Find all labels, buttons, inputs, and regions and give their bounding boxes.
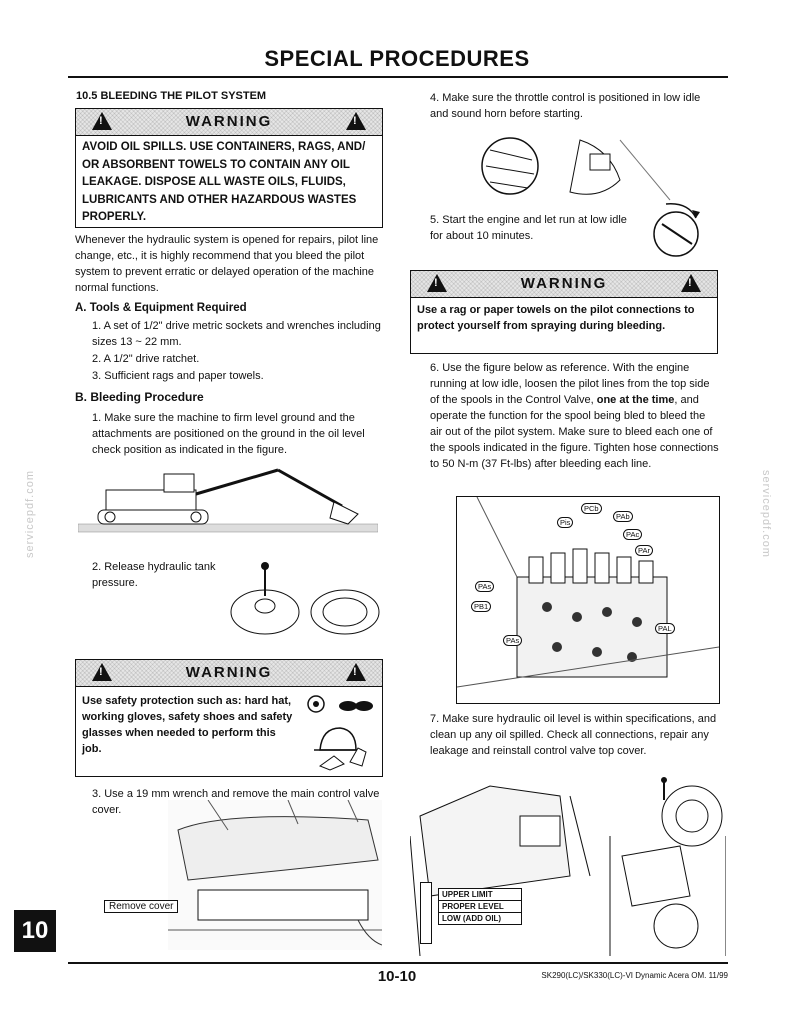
warning-banner: [76, 660, 382, 687]
warning-box-oil-spills: [75, 108, 383, 228]
port-label-pcb: PCb: [581, 503, 602, 514]
step-2: 2. Release hydraulic tank pressure.: [92, 561, 216, 589]
header-rule: [68, 76, 728, 78]
port-label-pal: PAL: [655, 623, 675, 634]
warning-banner: [76, 109, 382, 136]
level-low-add-oil: LOW (ADD OIL): [442, 914, 502, 923]
warning-triangle-icon: [681, 274, 701, 292]
level-upper-limit: UPPER LIMIT: [439, 889, 521, 901]
control-valve-figure: [456, 496, 720, 704]
chapter-tab: 10: [14, 910, 56, 952]
ignition-key-figure: [636, 196, 716, 266]
warning-triangle-icon: [346, 663, 366, 681]
step-5: 5. Start the engine and let run at low idle for about 10 minutes.: [430, 214, 627, 242]
safety-gear-icon: [300, 692, 376, 772]
warning-box-rag: [410, 270, 718, 354]
level-proper: PROPER LEVEL: [439, 901, 521, 913]
tools-heading: A. Tools & Equipment Required: [75, 302, 247, 314]
page-title: SPECIAL PROCEDURES: [264, 46, 530, 71]
page-number: 10-10: [377, 968, 417, 985]
port-label-pas-1: PAs: [475, 581, 494, 592]
tools-item-2: 2. A 1/2" drive ratchet.: [92, 353, 200, 365]
port-label-pb1: PB1: [471, 601, 491, 612]
tank-cap-figure: [215, 560, 385, 644]
warning-box-safety-protection: [75, 659, 383, 777]
oil-level-legend: [438, 888, 522, 925]
step-6: [430, 360, 720, 472]
footer-rule: [68, 962, 728, 964]
port-label-pas-2: PAs: [503, 635, 522, 646]
tools-item-3: 3. Sufficient rags and paper towels.: [92, 370, 264, 382]
step-7: 7. Make sure hydraulic oil level is within specifications, and clean up any oil spilled. Check all connections, repair any leakage and reinstall control valve top cover.: [430, 713, 717, 757]
sight-gauge-icon: [420, 882, 432, 944]
step-6-text-a: 6. Use the figure below as reference. With the engine running at low idle, loosen the pilot lines from the top side of the spools in the Control Valve,: [430, 362, 710, 406]
oil-level-drawing: [410, 776, 726, 956]
warning-banner: [411, 271, 717, 298]
watermark-left: servicepdf.com: [24, 470, 36, 558]
control-valve-drawing: [457, 497, 719, 703]
warning-text: AVOID OIL SPILLS. USE CONTAINERS, RAGS, AND/ OR ABSORBENT TOWELS TO CONTAIN ANY OIL LEAKAGE. DISPOSE ALL WASTE OILS, FLUIDS, LUBRICANTS AND OTHER HAZARDOUS WASTES PROPERLY.: [82, 141, 366, 223]
port-label-pis: Pis: [557, 517, 573, 528]
oil-level-figure: [410, 776, 726, 956]
warning-text: Use a rag or paper towels on the pilot connections to protect yourself from spraying during bleeding.: [417, 304, 695, 332]
remove-cover-label: Remove cover: [104, 900, 178, 913]
excavator-figure: [78, 462, 378, 540]
step-1: 1. Make sure the machine to firm level ground and the attachments are positioned on the ground in the oil level check position as indicated in the figure.: [92, 412, 365, 456]
warning-label: WARNING: [185, 664, 273, 681]
footer-model: SK290(LC)/SK330(LC)-VI Dynamic Acera OM. 11/99: [541, 971, 728, 980]
section-heading: 10.5 BLEEDING THE PILOT SYSTEM: [76, 90, 267, 102]
port-label-pab: PAb: [613, 511, 633, 522]
step-6-text-b: , and operate the function for the spool being bled to bleed the air out of the pilot system. Make sure to bleed each one of the spools indicated in the figure. Tighten hose connections to 50 N-m (37 Ft-lbs) after bleeding each line.: [430, 394, 719, 470]
control-valve-cover-figure: [168, 800, 382, 950]
port-label-par: PAr: [635, 545, 653, 556]
warning-text: Use safety protection such as: hard hat, working gloves, safety shoes and safety glasses when needed to perform this job.: [82, 695, 293, 755]
step-3: 3. Use a 19 mm wrench and remove the main control valve cover.: [92, 788, 380, 816]
step-4: 4. Make sure the throttle control is positioned in low idle and sound horn before starting.: [430, 92, 701, 120]
step-6-emphasis: one at the time: [596, 394, 675, 406]
port-label-pac: PAc: [623, 529, 642, 540]
warning-label: WARNING: [520, 275, 608, 292]
warning-triangle-icon: [346, 112, 366, 130]
warning-label: WARNING: [185, 113, 273, 130]
intro-paragraph: Whenever the hydraulic system is opened for repairs, pilot line change, etc., it is highly recommend that you bleed the pilot system to prevent erratic or delayed operation of the machine normal functions.: [75, 234, 379, 294]
watermark-right: servicepdf.com: [760, 470, 772, 558]
bleeding-heading: B. Bleeding Procedure: [75, 390, 204, 404]
tools-item-1: 1. A set of 1/2" drive metric sockets and wrenches including sizes 13 ~ 22 mm.: [92, 320, 381, 348]
